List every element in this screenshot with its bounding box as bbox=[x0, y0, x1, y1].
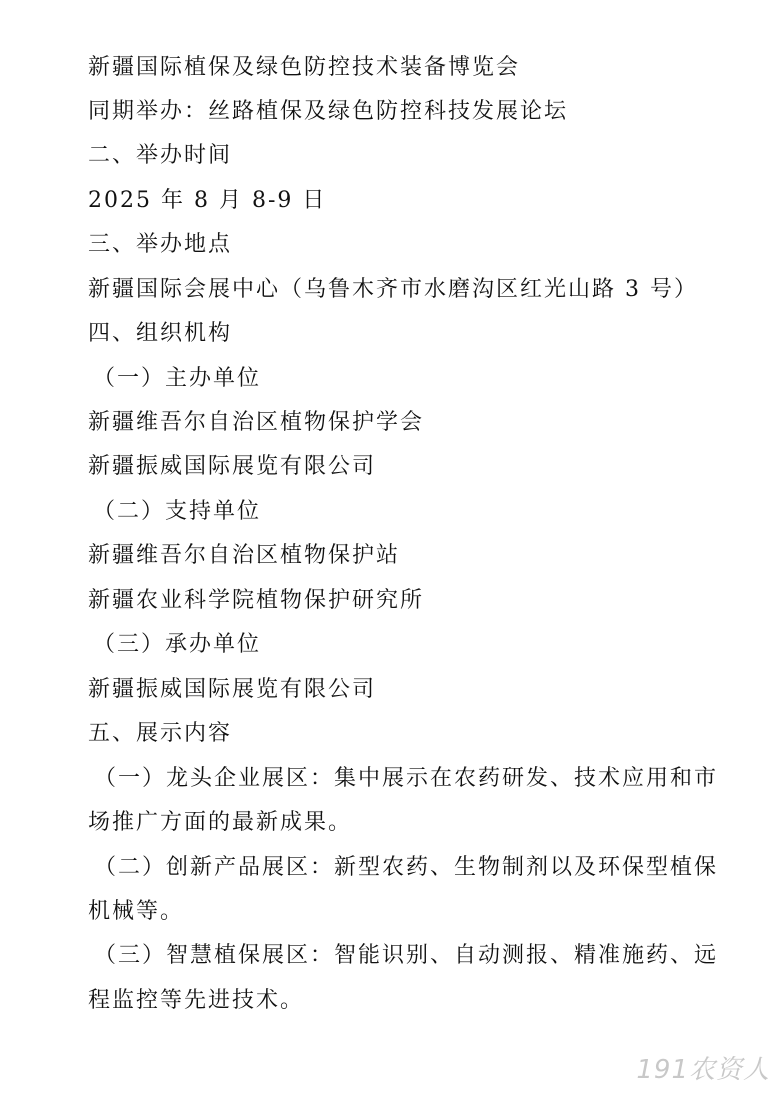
exhibit-zone-2-line-1: （二）创新产品展区：新型农药、生物制剂以及环保型植保 bbox=[94, 855, 719, 880]
venue-address: 新疆国际会展中心（乌鲁木齐市水磨沟区红光山路 3 号） bbox=[88, 277, 698, 302]
exhibit-zone-1-line-2: 场推广方面的最新成果。 bbox=[88, 810, 353, 835]
exhibit-zone-3-line-1: （三）智慧植保展区：智能识别、自动测报、精准施药、远 bbox=[94, 943, 719, 968]
exhibit-zone-3-line-2: 程监控等先进技术。 bbox=[88, 988, 305, 1013]
section-heading-exhibits: 五、展示内容 bbox=[88, 721, 233, 746]
host-org-2: 新疆振威国际展览有限公司 bbox=[88, 454, 377, 479]
subheading-host: （一）主办单位 bbox=[93, 366, 262, 391]
watermark-logo: 191农资人 bbox=[636, 1055, 770, 1085]
support-org-2: 新疆农业科学院植物保护研究所 bbox=[88, 588, 425, 613]
exhibit-zone-2-line-2: 机械等。 bbox=[88, 899, 185, 924]
forum-line: 同期举办：丝路植保及绿色防控科技发展论坛 bbox=[88, 99, 569, 124]
section-heading-venue: 三、举办地点 bbox=[88, 232, 233, 257]
event-date: 2025 年 8 月 8-9 日 bbox=[88, 188, 327, 213]
expo-name-line: 新疆国际植保及绿色防控技术装备博览会 bbox=[88, 55, 521, 80]
exhibit-zone-1-line-1: （一）龙头企业展区：集中展示在农药研发、技术应用和市 bbox=[94, 766, 719, 791]
support-org-1: 新疆维吾尔自治区植物保护站 bbox=[88, 543, 401, 568]
section-heading-organization: 四、组织机构 bbox=[88, 321, 233, 346]
section-heading-time: 二、举办时间 bbox=[88, 143, 233, 168]
subheading-support: （二）支持单位 bbox=[93, 499, 262, 524]
subheading-organizer: （三）承办单位 bbox=[93, 632, 262, 657]
host-org-1: 新疆维吾尔自治区植物保护学会 bbox=[88, 410, 425, 435]
organizer-org: 新疆振威国际展览有限公司 bbox=[88, 677, 377, 702]
